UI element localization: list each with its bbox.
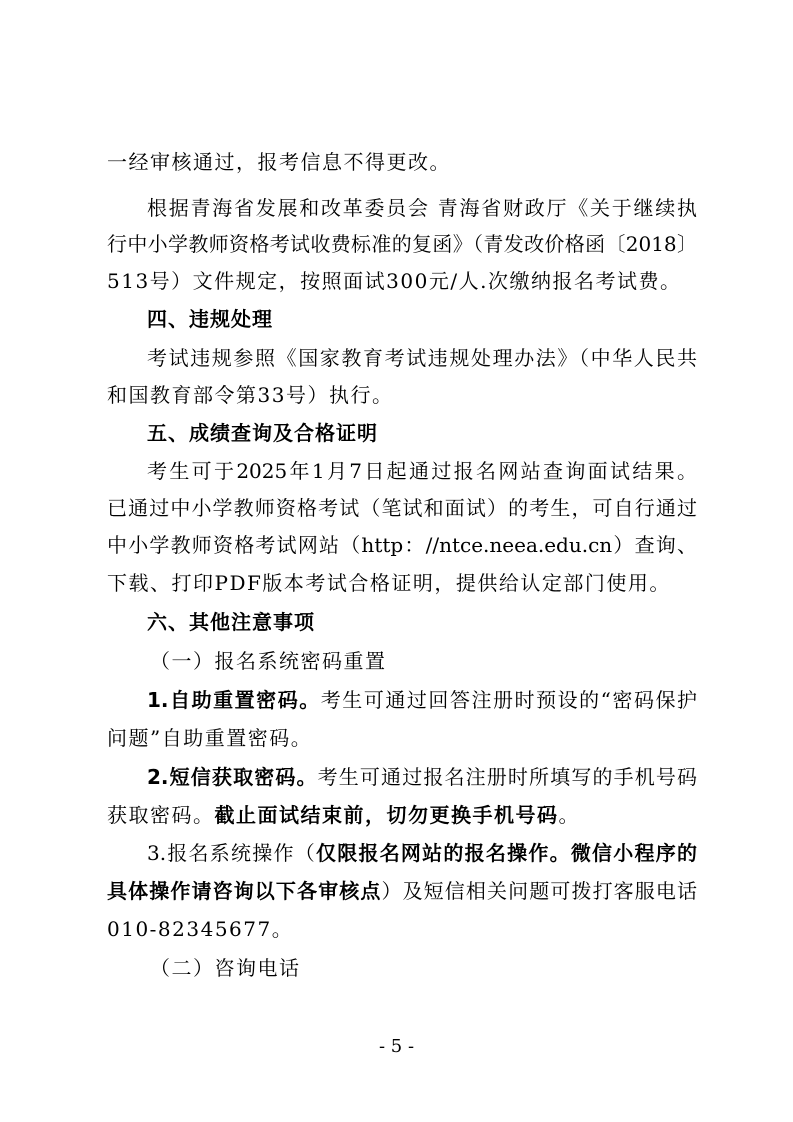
paragraph-line: [147, 763, 697, 791]
subheading: （二）咨询电话: [150, 956, 301, 980]
paragraph-line: 考生可于2025年1月7日起通过报名网站查询面试结果。: [147, 459, 697, 483]
paragraph-line: [107, 801, 697, 829]
bold-text: 仅限报名网站的报名操作。微信小程序的: [315, 841, 698, 865]
text-span: 3.报名系统操作（: [147, 841, 316, 865]
paragraph-line: 513号）文件规定，按照面试300元/人.次缴纳报名考试费。: [107, 269, 682, 293]
paragraph-line: [147, 686, 697, 714]
bold-lead: 2.短信获取密码。: [147, 765, 318, 789]
bold-lead: 1.自助重置密码。: [147, 688, 321, 712]
paragraph-line: 行中小学教师资格考试收费标准的复函》（青发改价格函〔2018〕: [107, 232, 697, 256]
section-heading: 六、其他注意事项: [147, 610, 315, 634]
paragraph-line: 和国教育部令第33号）执行。: [107, 383, 394, 407]
subheading: （一）报名系统密码重置: [150, 649, 387, 673]
paragraph-line: 根据青海省发展和改革委员会 青海省财政厅《关于继续执: [147, 196, 697, 220]
paragraph-line: [107, 877, 697, 905]
paragraph-line: 010-82345677。: [107, 917, 294, 941]
text-span: 考生可通过报名注册时所填写的手机号码: [317, 765, 698, 789]
text-span: ）及短信相关问题可拨打客服电话: [381, 879, 698, 903]
paragraph-line: 问题”自助重置密码。: [107, 726, 313, 750]
paragraph-line: 下载、打印PDF版本考试合格证明，提供给认定部门使用。: [107, 571, 671, 595]
paragraph-line: 考试违规参照《国家教育考试违规处理办法》（中华人民共: [147, 346, 697, 370]
bold-text: 截止面试结束前，切勿更换手机号码: [214, 803, 559, 827]
paragraph-line: 已通过中小学教师资格考试（笔试和面试）的考生，可自行通过: [107, 496, 697, 520]
paragraph-line: [147, 839, 697, 867]
section-heading: 五、成绩查询及合格证明: [147, 421, 378, 445]
page-number: - 5 -: [378, 1036, 415, 1057]
text-span: 。: [558, 803, 580, 827]
text-span: 考生可通过回答注册时预设的“密码保护: [320, 688, 697, 712]
bold-text: 具体操作请咨询以下各审核点: [107, 879, 382, 903]
paragraph-line: 一经审核通过，报考信息不得更改。: [107, 150, 451, 174]
paragraph-line: 中小学教师资格考试网站（http：//ntce.neea.edu.cn）查询、: [107, 533, 697, 557]
text-span: 获取密码。: [107, 803, 215, 827]
section-heading: 四、违规处理: [147, 307, 273, 331]
